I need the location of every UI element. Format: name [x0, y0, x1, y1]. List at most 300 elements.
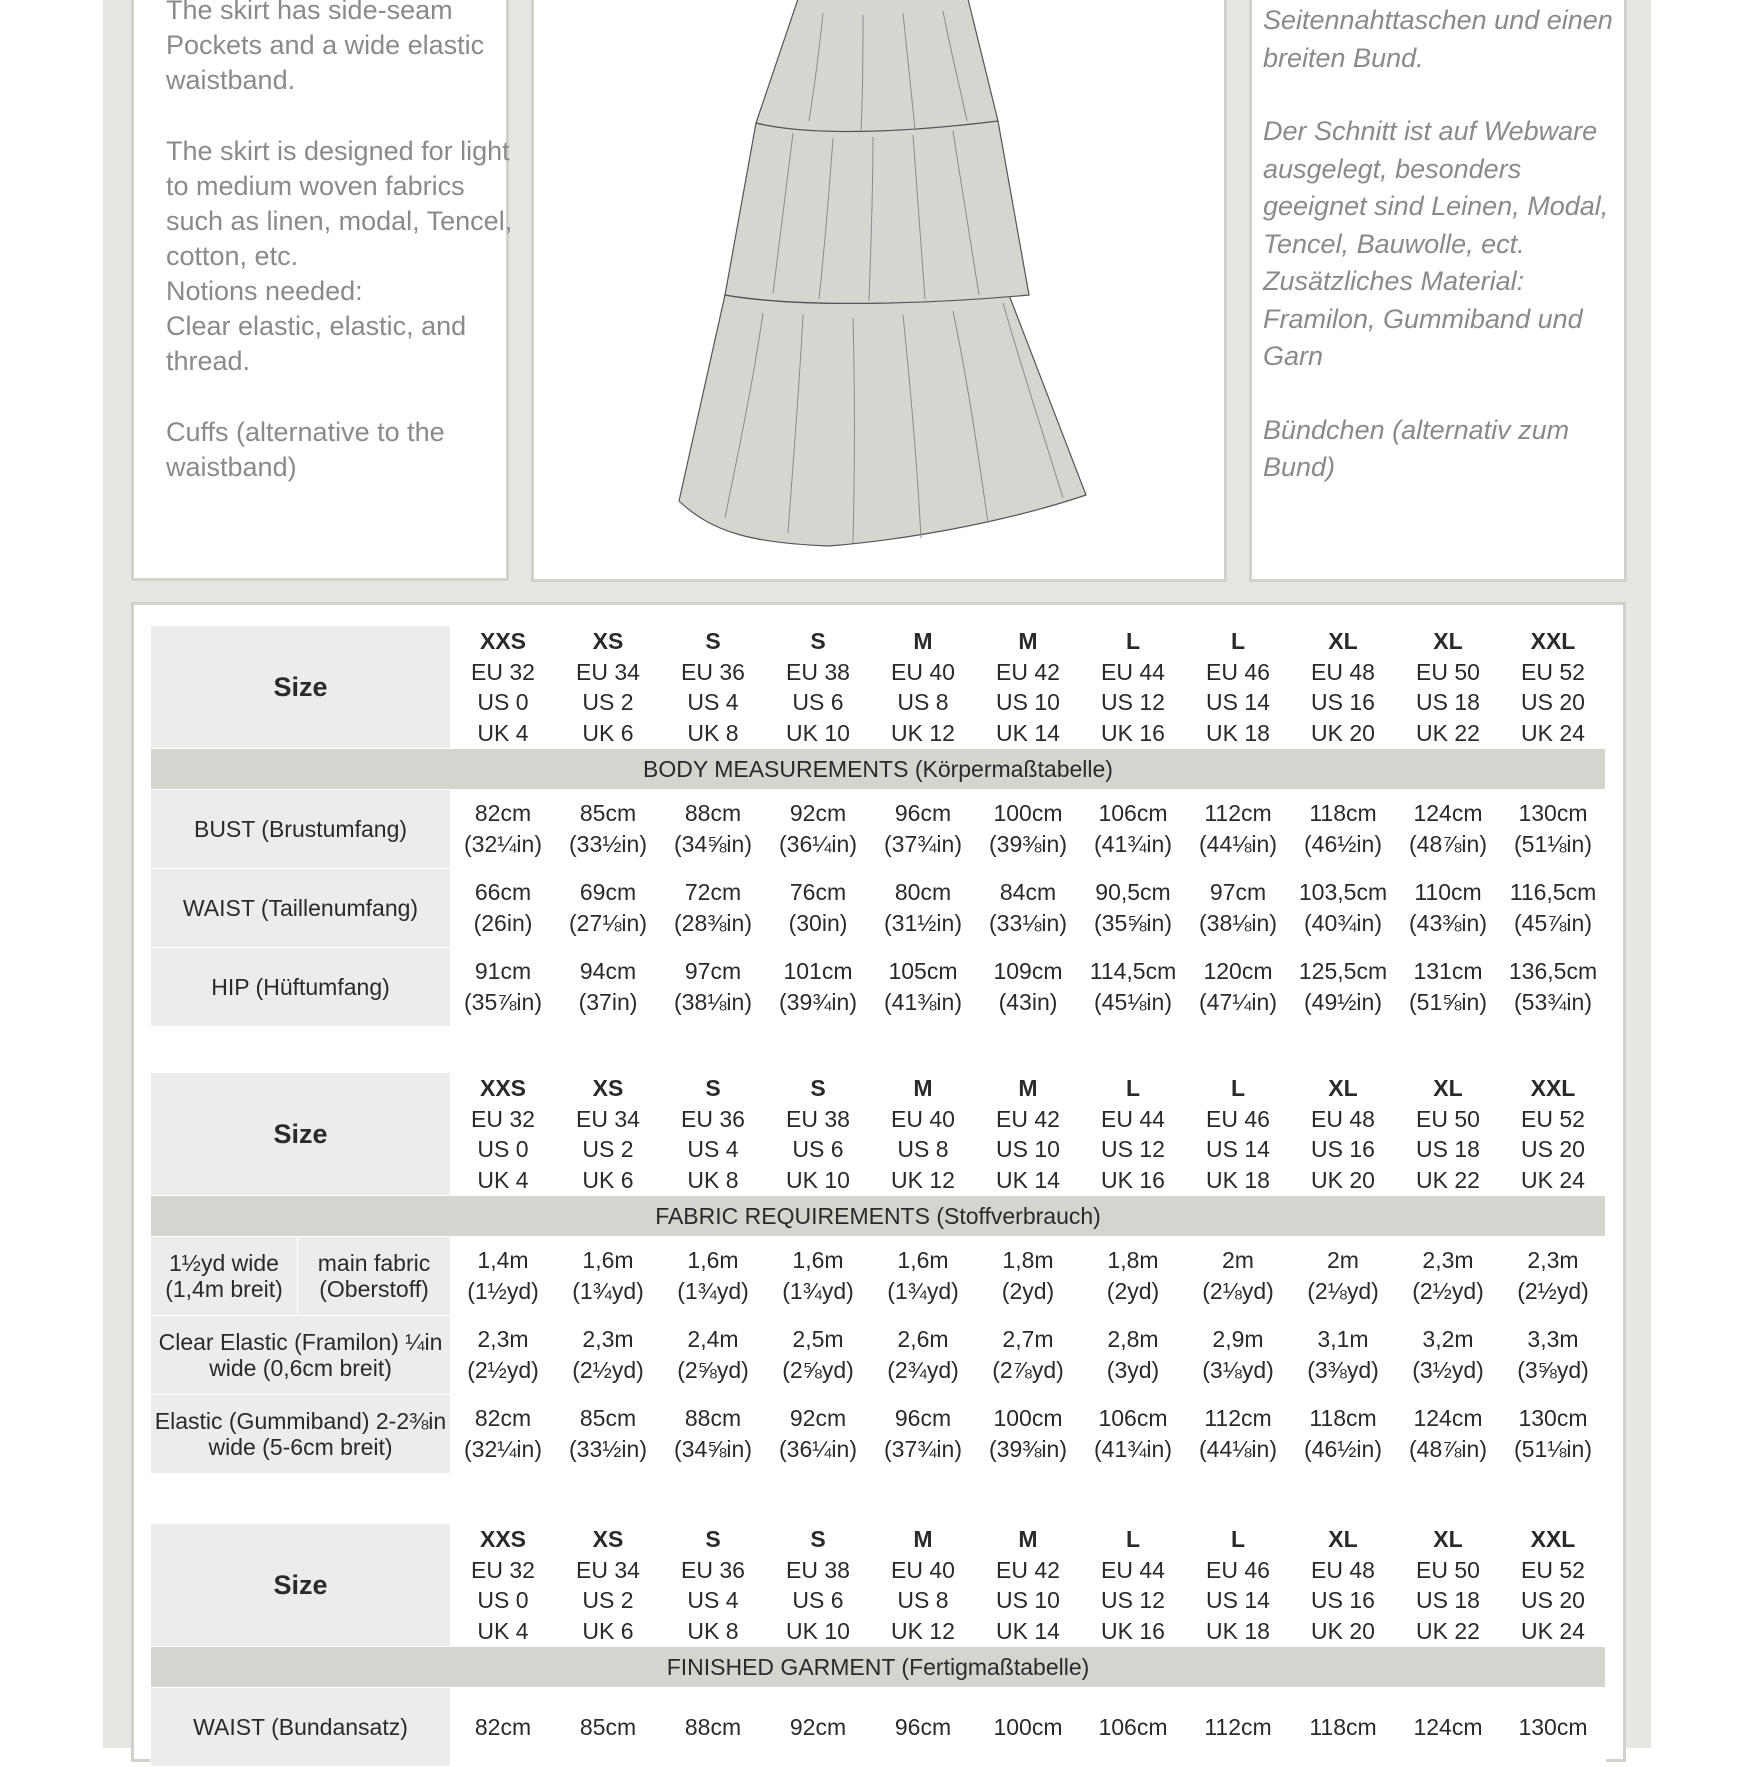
metric-value: 85cm — [579, 1713, 637, 1740]
metric-value: 2,3m — [1527, 1247, 1579, 1273]
metric-value: 2,4m — [687, 1326, 739, 1352]
german-description — [1263, 2, 1623, 487]
metric-value: 92cm — [789, 1713, 847, 1740]
imperial-value: (34⅝in) — [674, 831, 752, 857]
metric-value: 2,9m — [1212, 1326, 1264, 1352]
measurement-cell — [1081, 869, 1186, 948]
imperial-value: (3⅝yd) — [1517, 1357, 1589, 1383]
size-uk: UK 6 — [582, 1617, 634, 1644]
metric-value: 1,6m — [897, 1247, 949, 1273]
size-us: US 6 — [792, 1587, 844, 1613]
measurement-cell — [556, 1688, 661, 1767]
imperial-value: (37¾in) — [884, 1436, 962, 1462]
size-column-header — [661, 1073, 766, 1196]
measurement-cell — [451, 1237, 556, 1316]
size-uk: UK 22 — [1416, 1166, 1480, 1193]
size-eu: EU 46 — [1206, 1105, 1270, 1132]
size-eu: EU 40 — [891, 658, 955, 685]
imperial-value: (41¾in) — [1094, 1436, 1172, 1462]
size-us: US 2 — [582, 1587, 634, 1613]
size-uk: UK 16 — [1101, 1166, 1165, 1193]
size-letter: XL — [1433, 1075, 1463, 1101]
metric-value: 84cm — [999, 879, 1057, 905]
size-eu: EU 52 — [1521, 1105, 1585, 1132]
size-eu: EU 44 — [1101, 658, 1165, 685]
imperial-value: (1¾yd) — [887, 1278, 959, 1304]
size-us: US 10 — [996, 1587, 1060, 1613]
size-us: US 8 — [897, 1587, 949, 1613]
measurement-cell — [871, 948, 976, 1027]
size-uk: UK 4 — [477, 1166, 529, 1193]
imperial-value: (30in) — [788, 910, 848, 936]
size-us: US 2 — [582, 1136, 634, 1162]
metric-value: 136,5cm — [1508, 958, 1598, 984]
measurement-cell — [1396, 790, 1501, 869]
imperial-value: (37¾in) — [884, 831, 962, 857]
size-uk: UK 16 — [1101, 1617, 1165, 1644]
size-eu: EU 50 — [1416, 1556, 1480, 1583]
measurement-cell — [976, 948, 1081, 1027]
size-eu: EU 34 — [576, 658, 640, 685]
size-uk: UK 8 — [687, 1166, 739, 1193]
skirt-tier-3 — [679, 295, 1086, 546]
metric-value: 118cm — [1309, 1405, 1377, 1431]
measurement-cell — [976, 1237, 1081, 1316]
size-column-header — [976, 1073, 1081, 1196]
size-uk: UK 20 — [1311, 719, 1375, 746]
size-column-header — [451, 1524, 556, 1647]
metric-value: 114,5cm — [1089, 958, 1177, 984]
imperial-value: (47¼in) — [1199, 989, 1277, 1015]
size-letter: L — [1230, 628, 1246, 654]
metric-value: 92cm — [789, 800, 847, 826]
size-eu: EU 36 — [681, 1556, 745, 1583]
measurement-cell — [556, 1237, 661, 1316]
size-us: US 4 — [687, 1587, 739, 1613]
size-letter: S — [705, 1075, 721, 1101]
metric-value: 125,5cm — [1298, 958, 1388, 984]
size-column-header — [1291, 1524, 1396, 1647]
size-column-header — [1396, 1073, 1501, 1196]
size-uk: UK 10 — [786, 1617, 850, 1644]
size-letter: M — [913, 628, 933, 654]
size-uk: UK 12 — [891, 719, 955, 746]
imperial-value: (1¾yd) — [677, 1278, 749, 1304]
size-eu: EU 48 — [1311, 1105, 1375, 1132]
measurement-cell — [1396, 1237, 1501, 1316]
size-letter: M — [1018, 1075, 1038, 1101]
size-column-header — [976, 626, 1081, 749]
row-label-finished-waist: WAIST (Bundansatz) — [151, 1688, 451, 1767]
measurement-cell — [766, 1316, 871, 1395]
size-column-header — [871, 1073, 976, 1196]
size-us: US 12 — [1101, 689, 1165, 715]
size-uk: UK 4 — [477, 719, 529, 746]
size-label: Size — [151, 1524, 451, 1647]
measurement-cell — [1291, 1316, 1396, 1395]
size-uk: UK 14 — [996, 1166, 1060, 1193]
metric-value: 106cm — [1098, 1713, 1168, 1740]
metric-value: 2,7m — [1002, 1326, 1054, 1352]
measurement-cell — [1186, 948, 1291, 1027]
german-p2: Der Schnitt ist auf Webware ausgelegt, besonders geeignet sind Leinen, Modal, Tencel, Bauwolle, ect. — [1263, 116, 1609, 259]
measurement-cell — [1291, 790, 1396, 869]
metric-value: 118cm — [1309, 1713, 1377, 1740]
row-label-bust: BUST (Brustumfang) — [151, 790, 451, 869]
size-eu: EU 52 — [1521, 658, 1585, 685]
metric-value: 88cm — [684, 1405, 742, 1431]
section-band — [151, 1647, 1606, 1688]
size-us: US 4 — [687, 689, 739, 715]
size-uk: UK 14 — [996, 719, 1060, 746]
size-column-header — [871, 1524, 976, 1647]
size-letter: XL — [1328, 1075, 1358, 1101]
size-us: US 0 — [477, 1136, 529, 1162]
metric-value: 1,8m — [1002, 1247, 1054, 1273]
metric-value: 105cm — [888, 958, 958, 984]
size-eu: EU 42 — [996, 1105, 1060, 1132]
size-column-header — [766, 1524, 871, 1647]
size-eu: EU 44 — [1101, 1105, 1165, 1132]
imperial-value: (3⅜yd) — [1307, 1357, 1379, 1383]
size-column-header — [1396, 626, 1501, 749]
measurement-cell — [976, 1316, 1081, 1395]
table-row — [151, 948, 1606, 1027]
size-column-header — [1291, 1073, 1396, 1196]
german-p4: Bündchen (alternativ zum Bund) — [1263, 414, 1570, 482]
measurement-cell — [1186, 1316, 1291, 1395]
size-uk: UK 14 — [996, 1617, 1060, 1644]
size-column-header — [1186, 1073, 1291, 1196]
measurement-cell — [661, 948, 766, 1027]
size-uk: UK 18 — [1206, 1166, 1270, 1193]
measurement-cell — [1081, 1237, 1186, 1316]
measurement-cell — [1186, 1237, 1291, 1316]
imperial-value: (27⅛in) — [569, 910, 647, 936]
size-letter: M — [1018, 628, 1038, 654]
metric-value: 100cm — [993, 1405, 1063, 1431]
metric-value: 112cm — [1204, 800, 1272, 826]
size-column-header — [976, 1524, 1081, 1647]
size-eu: EU 48 — [1311, 1556, 1375, 1583]
size-us: US 6 — [792, 689, 844, 715]
size-eu: EU 34 — [576, 1105, 640, 1132]
metric-value: 82cm — [474, 1405, 532, 1431]
metric-value: 85cm — [579, 800, 637, 826]
measurement-cell — [871, 1316, 976, 1395]
measurement-cell — [451, 869, 556, 948]
metric-value: 2,3m — [1422, 1247, 1474, 1273]
metric-value: 82cm — [474, 1713, 532, 1740]
imperial-value: (3⅛yd) — [1202, 1357, 1274, 1383]
size-column-header — [1501, 626, 1606, 749]
measurement-cell — [766, 1237, 871, 1316]
size-letter: XXL — [1530, 628, 1576, 654]
size-us: US 14 — [1206, 1587, 1270, 1613]
size-column-header — [766, 626, 871, 749]
measurement-cell — [451, 790, 556, 869]
imperial-value: (2yd) — [1106, 1278, 1160, 1304]
table-row — [151, 1395, 1606, 1474]
metric-value: 1,8m — [1107, 1247, 1159, 1273]
size-us: US 20 — [1521, 1587, 1585, 1613]
measurement-cell — [1186, 790, 1291, 869]
size-column-header — [1501, 1524, 1606, 1647]
imperial-value: (2½yd) — [1412, 1278, 1484, 1304]
size-letter: XL — [1433, 628, 1463, 654]
measurement-cell — [556, 869, 661, 948]
imperial-value: (2yd) — [1001, 1278, 1055, 1304]
size-uk: UK 4 — [477, 1617, 529, 1644]
imperial-value: (32¼in) — [464, 831, 542, 857]
measurement-cell — [871, 790, 976, 869]
size-letter: M — [913, 1526, 933, 1552]
size-eu: EU 32 — [471, 1105, 535, 1132]
table-row — [151, 1688, 1606, 1767]
row-label-hip: HIP (Hüftumfang) — [151, 948, 451, 1027]
measurement-cell — [451, 1688, 556, 1767]
imperial-value: (41⅜in) — [884, 989, 962, 1015]
metric-value: 91cm — [474, 958, 532, 984]
size-us: US 14 — [1206, 689, 1270, 715]
imperial-value: (1¾yd) — [572, 1278, 644, 1304]
measurement-cell — [871, 869, 976, 948]
size-column-header — [1291, 626, 1396, 749]
measurement-cell — [766, 1395, 871, 1474]
measurement-cell — [1501, 869, 1606, 948]
metric-value: 1,4m — [477, 1247, 529, 1273]
imperial-value: (1½yd) — [467, 1278, 539, 1304]
measurement-cell — [1291, 1688, 1396, 1767]
metric-value: 103,5cm — [1298, 879, 1388, 905]
imperial-value: (43in) — [998, 989, 1058, 1015]
metric-value: 66cm — [474, 879, 532, 905]
size-us: US 12 — [1101, 1136, 1165, 1162]
imperial-value: (2¾yd) — [887, 1357, 959, 1383]
imperial-value: (2⅛yd) — [1307, 1278, 1379, 1304]
english-description — [166, 0, 526, 485]
measurement-cell — [1501, 1316, 1606, 1395]
size-eu: EU 40 — [891, 1556, 955, 1583]
metric-value: 69cm — [579, 879, 637, 905]
measurement-cell — [766, 869, 871, 948]
imperial-value: (48⅞in) — [1409, 831, 1487, 857]
imperial-value: (39⅜in) — [989, 831, 1067, 857]
metric-value: 124cm — [1413, 1405, 1483, 1431]
measurement-cell — [661, 1395, 766, 1474]
measurement-cell — [1081, 1688, 1186, 1767]
size-column-header — [556, 626, 661, 749]
size-us: US 2 — [582, 689, 634, 715]
measurement-cell — [976, 1688, 1081, 1767]
metric-value: 112cm — [1204, 1713, 1272, 1740]
imperial-value: (28⅜in) — [674, 910, 752, 936]
imperial-value: (31½in) — [884, 910, 962, 936]
imperial-value: (39⅜in) — [989, 1436, 1067, 1462]
imperial-value: (33⅛in) — [989, 910, 1067, 936]
skirt-tier-2 — [725, 121, 1029, 303]
row-label-clear-elastic: Clear Elastic (Framilon) ¼in wide (0,6cm breit) — [151, 1316, 451, 1395]
imperial-value: (37in) — [578, 989, 638, 1015]
measurement-cell — [1396, 869, 1501, 948]
size-us: US 12 — [1101, 1587, 1165, 1613]
measurement-cell — [766, 1688, 871, 1767]
imperial-value: (45⅞in) — [1514, 910, 1592, 936]
size-eu: EU 38 — [786, 1105, 850, 1132]
size-uk: UK 10 — [786, 719, 850, 746]
metric-value: 2,8m — [1107, 1326, 1159, 1352]
measurement-cell — [1501, 1688, 1606, 1767]
measurement-cell — [451, 1395, 556, 1474]
metric-value: 2,5m — [792, 1326, 844, 1352]
german-p3: Zusätzliches Material: Framilon, Gummiband und Garn — [1263, 266, 1583, 371]
imperial-value: (26in) — [473, 910, 533, 936]
imperial-value: (3yd) — [1106, 1357, 1160, 1383]
skirt-illustration — [534, 0, 1224, 579]
metric-value: 3,2m — [1422, 1326, 1474, 1352]
metric-value: 97cm — [1209, 879, 1267, 905]
metric-value: 116,5cm — [1509, 879, 1597, 905]
measurement-cell — [1396, 1395, 1501, 1474]
metric-value: 90,5cm — [1095, 879, 1171, 905]
measurement-cell — [871, 1237, 976, 1316]
section-band — [151, 749, 1606, 790]
english-p5: Cuffs (alternative to the waistband) — [166, 417, 445, 482]
size-eu: EU 46 — [1206, 658, 1270, 685]
size-letter: S — [705, 1526, 721, 1552]
size-eu: EU 50 — [1416, 658, 1480, 685]
size-letter: S — [810, 1526, 826, 1552]
imperial-value: (33½in) — [569, 831, 647, 857]
size-uk: UK 16 — [1101, 719, 1165, 746]
size-column-header — [451, 626, 556, 749]
size-us: US 10 — [996, 689, 1060, 715]
size-eu: EU 36 — [681, 1105, 745, 1132]
imperial-value: (51⅝in) — [1409, 989, 1487, 1015]
measurement-cell — [1396, 1688, 1501, 1767]
size-eu: EU 52 — [1521, 1556, 1585, 1583]
size-uk: UK 24 — [1521, 1617, 1585, 1644]
size-letter: L — [1125, 1075, 1141, 1101]
imperial-value: (44⅛in) — [1199, 831, 1277, 857]
imperial-value: (3½yd) — [1412, 1357, 1484, 1383]
size-letter: L — [1125, 628, 1141, 654]
size-uk: UK 12 — [891, 1166, 955, 1193]
row-label-elastic: Elastic (Gummiband) 2-2⅜in wide (5-6cm breit) — [151, 1395, 451, 1474]
measurement-cell — [556, 948, 661, 1027]
size-us: US 18 — [1416, 1136, 1480, 1162]
size-uk: UK 20 — [1311, 1166, 1375, 1193]
metric-value: 124cm — [1413, 800, 1483, 826]
imperial-value: (38⅛in) — [1199, 910, 1277, 936]
size-letter: S — [810, 1075, 826, 1101]
metric-value: 2,3m — [477, 1326, 529, 1352]
metric-value: 72cm — [684, 879, 742, 905]
section-band — [151, 1196, 1606, 1237]
measurement-cell — [1186, 1688, 1291, 1767]
size-header-row — [151, 626, 1606, 749]
imperial-value: (36¼in) — [779, 1436, 857, 1462]
imperial-value: (2⅛yd) — [1202, 1278, 1274, 1304]
size-letter: M — [1018, 1526, 1038, 1552]
english-p3: Notions needed: — [166, 276, 363, 306]
measurement-cell — [871, 1395, 976, 1474]
measurement-cell — [1081, 948, 1186, 1027]
imperial-value: (51⅛in) — [1514, 1436, 1592, 1462]
metric-value: 2m — [1327, 1247, 1359, 1273]
imperial-value: (34⅝in) — [674, 1436, 752, 1462]
measurement-cell — [1186, 1395, 1291, 1474]
size-letter: S — [705, 628, 721, 654]
metric-value: 110cm — [1414, 879, 1482, 905]
size-column-header — [1081, 626, 1186, 749]
size-us: US 4 — [687, 1136, 739, 1162]
size-label: Size — [151, 1073, 451, 1196]
size-letter: XXL — [1530, 1526, 1576, 1552]
table-row — [151, 790, 1606, 869]
size-eu: EU 32 — [471, 658, 535, 685]
measurement-cell — [1291, 948, 1396, 1027]
metric-value: 96cm — [894, 1713, 952, 1740]
size-letter: S — [810, 628, 826, 654]
size-uk: UK 8 — [687, 719, 739, 746]
english-p2: The skirt is designed for light to medium woven fabrics such as linen, modal, Tencel, cotton, etc. — [166, 136, 513, 271]
measurement-cell — [556, 1395, 661, 1474]
finished-garment-table — [150, 1523, 1606, 1767]
size-eu: EU 36 — [681, 658, 745, 685]
size-eu: EU 40 — [891, 1105, 955, 1132]
size-header-row — [151, 1524, 1606, 1647]
imperial-value: (40¾in) — [1304, 910, 1382, 936]
metric-value: 130cm — [1518, 1713, 1588, 1740]
size-letter: XL — [1328, 628, 1358, 654]
size-column-header — [1081, 1073, 1186, 1196]
imperial-value: (39¾in) — [779, 989, 857, 1015]
size-uk: UK 10 — [786, 1166, 850, 1193]
measurement-cell — [1501, 948, 1606, 1027]
metric-value: 120cm — [1203, 958, 1273, 984]
measurement-cell — [1396, 948, 1501, 1027]
imperial-value: (1¾yd) — [782, 1278, 854, 1304]
size-header-row — [151, 1073, 1606, 1196]
measurement-cell — [556, 790, 661, 869]
size-column-header — [1186, 1524, 1291, 1647]
german-description-panel — [1249, 0, 1627, 582]
size-us: US 0 — [477, 689, 529, 715]
imperial-value: (32¼in) — [464, 1436, 542, 1462]
size-eu: EU 38 — [786, 658, 850, 685]
size-label: Size — [151, 626, 451, 749]
size-letter: XXS — [479, 1075, 527, 1101]
size-uk: UK 18 — [1206, 719, 1270, 746]
size-eu: EU 32 — [471, 1556, 535, 1583]
metric-value: 88cm — [684, 1713, 742, 1740]
measurement-cell — [1081, 1316, 1186, 1395]
size-eu: EU 46 — [1206, 1556, 1270, 1583]
metric-value: 97cm — [684, 958, 742, 984]
size-column-header — [661, 1524, 766, 1647]
metric-value: 100cm — [993, 800, 1063, 826]
imperial-value: (45⅛in) — [1094, 989, 1172, 1015]
metric-value: 130cm — [1518, 800, 1588, 826]
size-uk: UK 8 — [687, 1617, 739, 1644]
imperial-value: (48⅞in) — [1409, 1436, 1487, 1462]
metric-value: 106cm — [1098, 1405, 1168, 1431]
imperial-value: (2½yd) — [572, 1357, 644, 1383]
metric-value: 130cm — [1518, 1405, 1588, 1431]
imperial-value: (2⅝yd) — [677, 1357, 749, 1383]
metric-value: 3,1m — [1317, 1326, 1369, 1352]
